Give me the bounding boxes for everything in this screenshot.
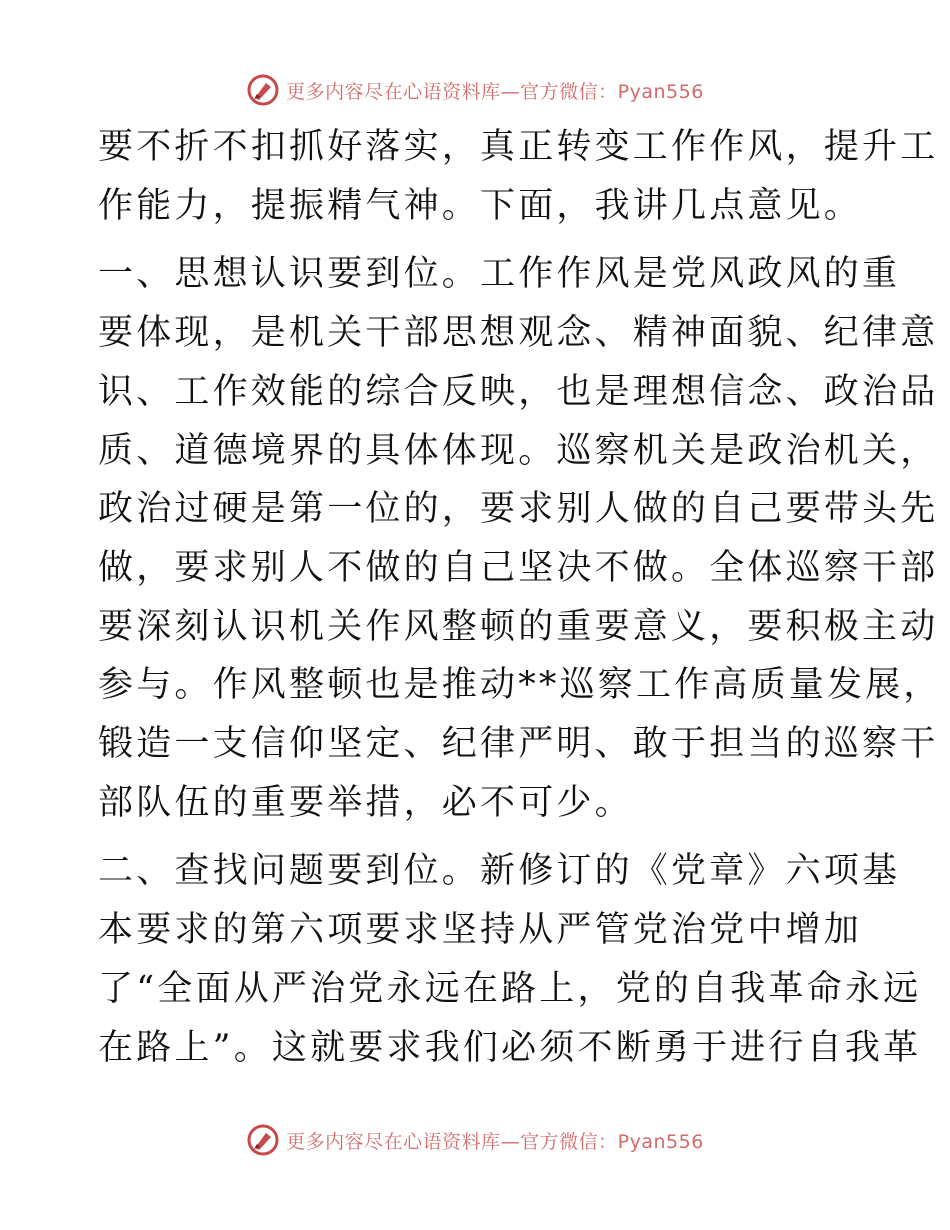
text-line: 参与。作风整顿也是推动**巡察工作高质量发展， <box>98 665 942 706</box>
text-line: 本要求的第六项要求坚持从严管党治党中增加 <box>98 910 863 951</box>
text-line: 锻造一支信仰坚定、纪律严明、敢于担当的巡察干 <box>98 724 939 765</box>
document-body <box>98 118 942 1077</box>
text-line: 作能力，提振精气神。下面，我讲几点意见。 <box>98 185 863 226</box>
watermark-text: 更多内容尽在心语资料库—官方微信：Pyan556 <box>286 80 704 103</box>
paragraph-intro <box>98 118 939 235</box>
text-line: 要体现，是机关干部思想观念、精神面貌、纪律意 <box>98 313 939 354</box>
text-line: 做，要求别人不做的自己坚决不做。全体巡察干部 <box>98 547 939 588</box>
paragraph-section-one <box>98 245 942 832</box>
text-line: 了“全面从严治党永远在路上，党的自我革命永远 <box>98 968 922 1009</box>
text-line: 质、道德境界的具体体现。巡察机关是政治机关， <box>98 430 939 471</box>
paragraph-section-two <box>98 842 922 1077</box>
text-line: 要深刻认识机关作风整顿的重要意义，要积极主动 <box>98 606 939 647</box>
watermark-text: 更多内容尽在心语资料库—官方微信：Pyan556 <box>286 1130 704 1153</box>
text-line: 一、思想认识要到位。工作作风是党风政风的重 <box>98 254 901 295</box>
text-line: 二、查找问题要到位。新修订的《党章》六项基 <box>98 851 901 892</box>
text-line: 政治过硬是第一位的，要求别人做的自己要带头先 <box>98 489 939 530</box>
footer-watermark <box>0 1120 950 1160</box>
text-line: 识、工作效能的综合反映，也是理想信念、政治品 <box>98 371 939 412</box>
pen-nib-circle-icon <box>246 1123 280 1157</box>
pen-nib-circle-icon <box>246 73 280 107</box>
header-watermark <box>0 70 950 110</box>
text-line: 部队伍的重要举措，必不可少。 <box>98 782 633 823</box>
text-line: 要不折不扣抓好落实，真正转变工作作风，提升工 <box>98 127 939 167</box>
text-line: 在路上”。这就要求我们必须不断勇于进行自我革 <box>98 1027 922 1068</box>
